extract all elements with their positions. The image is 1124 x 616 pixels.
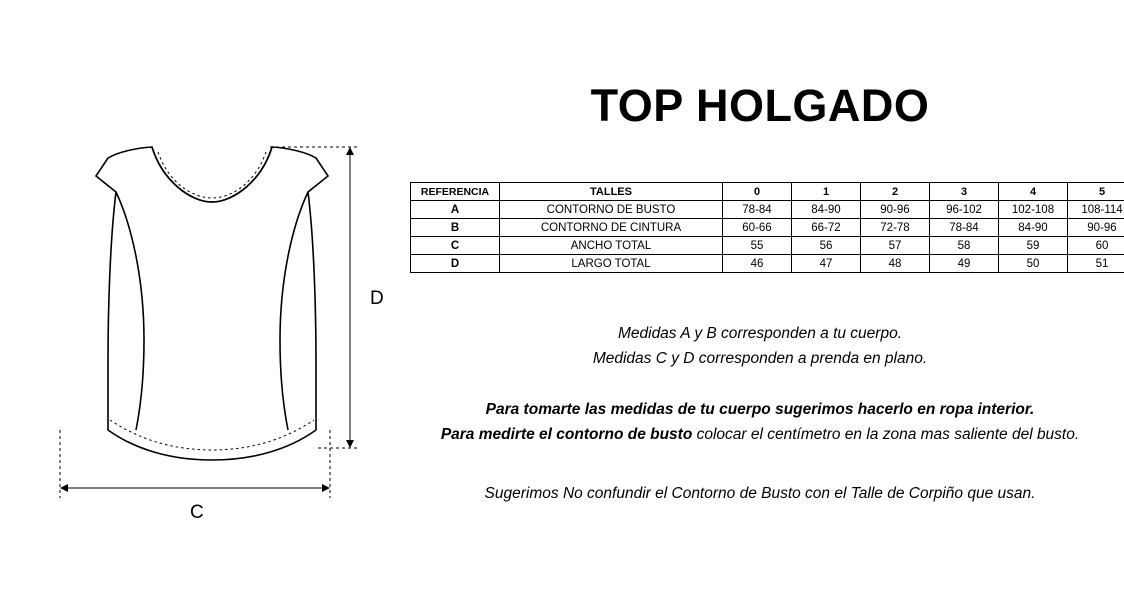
row-value: 84-90 bbox=[999, 219, 1068, 237]
row-value: 59 bbox=[999, 237, 1068, 255]
column-header-size-0: 0 bbox=[723, 183, 792, 201]
row-name: CONTORNO DE CINTURA bbox=[500, 219, 723, 237]
note-group-final bbox=[410, 481, 1110, 506]
row-value: 90-96 bbox=[1068, 219, 1124, 237]
row-reference: D bbox=[411, 255, 500, 273]
measurement-notes bbox=[410, 321, 1110, 506]
row-value: 60 bbox=[1068, 237, 1124, 255]
row-value: 96-102 bbox=[930, 201, 999, 219]
row-value: 57 bbox=[861, 237, 930, 255]
note-line-4-bold: Para medirte el contorno de busto bbox=[440, 426, 693, 443]
column-header-talles: TALLES bbox=[500, 183, 723, 201]
row-name: ANCHO TOTAL bbox=[500, 237, 723, 255]
note-group-instructions bbox=[410, 397, 1110, 447]
tank-top-outline bbox=[96, 147, 328, 460]
note-line-3: Para tomarte las medidas de tu cuerpo sugerimos hacerlo en ropa interior. bbox=[485, 401, 1035, 418]
garment-illustration bbox=[40, 130, 420, 530]
table-row bbox=[411, 237, 1124, 255]
column-header-size-4: 4 bbox=[999, 183, 1068, 201]
neckline-stitch bbox=[158, 152, 266, 198]
note-line-1: Medidas A y B corresponden a tu cuerpo. bbox=[617, 325, 903, 342]
row-value: 102-108 bbox=[999, 201, 1068, 219]
column-header-size-1: 1 bbox=[792, 183, 861, 201]
hem-stitch bbox=[110, 420, 314, 450]
note-line-2: Medidas C y D corresponden a prenda en plano. bbox=[592, 350, 928, 367]
row-value: 55 bbox=[723, 237, 792, 255]
width-measure-line bbox=[60, 430, 330, 498]
row-value: 66-72 bbox=[792, 219, 861, 237]
row-value: 58 bbox=[930, 237, 999, 255]
row-value: 90-96 bbox=[861, 201, 930, 219]
content-panel bbox=[410, 80, 1123, 506]
row-value: 108-114 bbox=[1068, 201, 1124, 219]
row-name: LARGO TOTAL bbox=[500, 255, 723, 273]
row-value: 51 bbox=[1068, 255, 1124, 273]
column-header-size-2: 2 bbox=[861, 183, 930, 201]
note-group-body bbox=[410, 321, 1110, 371]
width-measure-label: C bbox=[190, 502, 204, 523]
note-line-4 bbox=[410, 422, 1110, 447]
row-value: 49 bbox=[930, 255, 999, 273]
row-value: 78-84 bbox=[930, 219, 999, 237]
table-row bbox=[411, 219, 1124, 237]
note-line-4-rest: colocar el centímetro en la zona mas saliente del busto. bbox=[692, 426, 1080, 443]
column-header-referencia: REFERENCIA bbox=[411, 183, 500, 201]
row-value: 48 bbox=[861, 255, 930, 273]
row-value: 47 bbox=[792, 255, 861, 273]
row-value: 84-90 bbox=[792, 201, 861, 219]
page-title: TOP HOLGADO bbox=[590, 80, 930, 131]
row-reference: B bbox=[411, 219, 500, 237]
table-row bbox=[411, 201, 1124, 219]
height-measure-label: D bbox=[370, 288, 384, 309]
row-value: 46 bbox=[723, 255, 792, 273]
note-line-5: Sugerimos No confundir el Contorno de Busto con el Talle de Corpiño que usan. bbox=[484, 485, 1036, 502]
row-reference: A bbox=[411, 201, 500, 219]
row-value: 50 bbox=[999, 255, 1068, 273]
column-header-size-3: 3 bbox=[930, 183, 999, 201]
row-name: CONTORNO DE BUSTO bbox=[500, 201, 723, 219]
row-value: 56 bbox=[792, 237, 861, 255]
column-header-size-5: 5 bbox=[1068, 183, 1124, 201]
row-value: 72-78 bbox=[861, 219, 930, 237]
row-reference: C bbox=[411, 237, 500, 255]
row-value: 78-84 bbox=[723, 201, 792, 219]
table-header-row bbox=[411, 183, 1124, 201]
size-chart-table bbox=[410, 182, 1124, 273]
row-value: 60-66 bbox=[723, 219, 792, 237]
table-row bbox=[411, 255, 1124, 273]
